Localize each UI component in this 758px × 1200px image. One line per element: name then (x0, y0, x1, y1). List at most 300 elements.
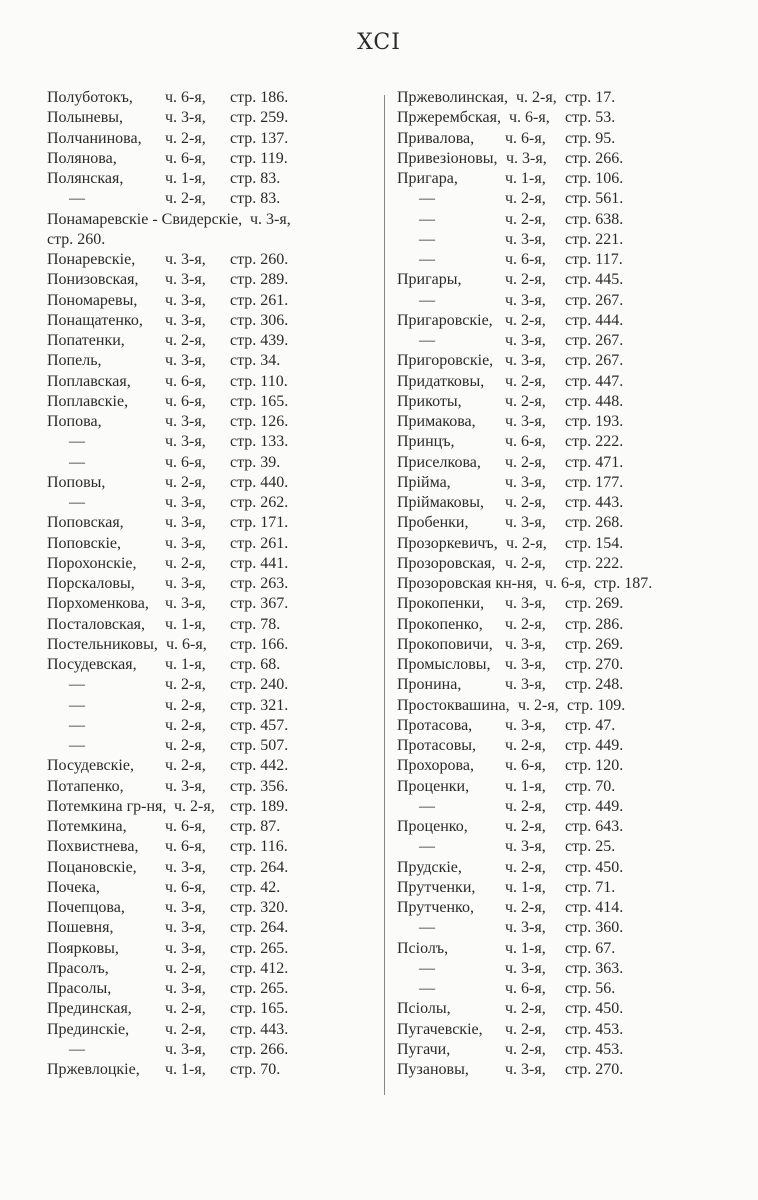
entry-part: ч. 2-я, (505, 1040, 546, 1058)
entry-page: стр. 260. (230, 251, 289, 268)
entry-page: стр. 439. (230, 332, 289, 349)
entry-page: стр. 441. (230, 554, 289, 572)
entry-page: стр. 270. (565, 1061, 624, 1078)
entry-part: ч. 3-я, (165, 514, 206, 532)
entry-page: стр. 412. (230, 959, 289, 977)
entry-name: Поцановскіе, (47, 858, 137, 876)
entry-part: ч. 3-я, (505, 230, 546, 248)
entry-part: ч. 2-я, (165, 716, 206, 734)
entry-name: Прохорова, (397, 757, 474, 775)
entry-part: ч. 2-я, (505, 210, 546, 228)
entry-part: ч. 2-я, (505, 899, 546, 916)
page-number: XCI (357, 30, 401, 55)
entry-name: Полянова, (47, 149, 117, 167)
index-entry (397, 372, 747, 392)
entry-part: ч. 3-я, (165, 291, 206, 309)
index-entry (47, 797, 377, 817)
index-entry (397, 655, 747, 675)
entry-part: ч. 3-я, (505, 473, 546, 491)
entry-page: стр. 53. (565, 109, 616, 127)
entry-page: стр. 321. (230, 696, 289, 714)
entry-name: Понащатенко, (47, 311, 143, 329)
entry-name: Посталовская, (47, 615, 146, 633)
entry-part: ч. 2-я, (505, 271, 546, 289)
entry-page: стр. 440. (230, 473, 289, 491)
entry-name: Прединская, (47, 1000, 132, 1018)
entry-page: стр. 47. (565, 716, 616, 734)
index-entry (47, 149, 377, 169)
index-entry (397, 1060, 747, 1080)
entry-name: Прудскіе, (397, 858, 462, 876)
entry-page: стр. 450. (565, 1000, 624, 1018)
entry-name: Пригаровскіе, (397, 311, 493, 329)
entry-part: ч. 1-я, (505, 878, 546, 896)
entry-page: стр. 561. (565, 190, 624, 208)
entry-name: — (419, 838, 435, 856)
entry-part: ч. 3-я, (505, 352, 546, 370)
entry-part: ч. 2-я, (165, 473, 206, 491)
entry-page: стр. 177. (565, 473, 624, 491)
entry-name: Поповскіе, (47, 534, 121, 552)
entry-name: Потапенко, (47, 777, 124, 795)
left-index-column (47, 88, 377, 1080)
entry-name: Прозоровская кн-ня, (397, 575, 537, 592)
index-entry (397, 169, 747, 189)
index-entry (397, 1040, 747, 1060)
index-entry (397, 898, 747, 918)
index-entry (397, 918, 747, 938)
entry-page: стр. 265. (230, 939, 289, 957)
entry-page: стр. 453. (565, 1020, 624, 1038)
entry-page: стр. 266. (230, 1040, 289, 1058)
entry-name: Привалова, (397, 129, 475, 147)
entry-part: ч. 3-я, (505, 635, 546, 653)
entry-page: стр. 267. (565, 291, 624, 309)
index-entry (47, 1040, 377, 1060)
entry-page: стр. 289. (230, 271, 289, 289)
entry-part: ч. 2-я, (165, 554, 206, 572)
entry-page: стр. 269. (565, 635, 624, 653)
entry-name: Протасова, (397, 716, 473, 734)
entry-part: ч. 3-я, (165, 575, 206, 592)
entry-name: Поповы, (47, 473, 106, 491)
index-entry (47, 88, 377, 108)
entry-page: стр. 453. (565, 1040, 624, 1058)
entry-name: Пржерембская, (397, 109, 501, 127)
index-entry (47, 189, 377, 209)
entry-part: ч. 6-я, (505, 980, 546, 997)
entry-name: Полуботокъ, (47, 89, 133, 106)
entry-name: — (419, 291, 435, 309)
entry-part: ч. 3-я, (165, 1040, 206, 1058)
entry-part: ч. 3-я, (505, 413, 546, 430)
entry-name: Пономаревы, (47, 291, 138, 309)
entry-page: стр. 154. (565, 534, 624, 552)
entry-page: стр. 320. (230, 899, 289, 916)
index-entry (47, 979, 377, 999)
entry-page: стр. 442. (230, 757, 289, 775)
entry-page: стр. 457. (230, 716, 289, 734)
index-entry (397, 149, 747, 169)
entry-part: ч. 2-я, (165, 1020, 206, 1038)
index-entry (397, 817, 747, 837)
entry-name: Привезіоновы, (397, 149, 498, 167)
entry-page: стр. 267. (565, 352, 624, 370)
entry-name: Понамаревскіе - Свидерскіе, (47, 210, 243, 228)
entry-page: стр. 189. (230, 797, 289, 815)
entry-name: — (419, 332, 435, 349)
entry-name: Псіолы, (397, 1000, 451, 1018)
index-entry (47, 594, 377, 614)
entry-name: Пробенки, (397, 514, 469, 532)
entry-page: стр. 286. (565, 615, 624, 633)
entry-page: стр. 25. (565, 838, 616, 856)
entry-name: — (419, 251, 435, 268)
entry-part: ч. 6-я, (505, 757, 546, 775)
index-entry (397, 351, 747, 371)
index-entry (47, 311, 377, 331)
entry-page: стр. 262. (230, 494, 289, 511)
index-entry (397, 635, 747, 655)
entry-part: ч. 6-я, (165, 453, 206, 471)
entry-page: стр. 447. (565, 372, 624, 390)
index-entry (47, 939, 377, 959)
entry-page: стр. 110. (230, 372, 288, 390)
entry-name: Прутченки, (397, 878, 476, 896)
entry-name: Прійма, (397, 473, 451, 491)
index-entry (397, 756, 747, 776)
entry-page: стр. 443. (230, 1020, 289, 1038)
entry-part: ч. 2-я, (505, 494, 546, 511)
entry-part: ч. 2-я, (505, 1020, 546, 1038)
entry-name: Пугачевскіе, (397, 1020, 483, 1038)
entry-name: — (419, 919, 435, 937)
index-entry (47, 513, 377, 533)
entry-part: ч. 3-я, (505, 656, 546, 673)
entry-name: Постельниковы, (47, 635, 158, 653)
entry-name: Прасолъ, (47, 959, 109, 977)
entry-page: стр. 248. (565, 676, 624, 694)
index-entry (397, 878, 747, 898)
entry-name: Проценко, (397, 818, 468, 835)
entry-name: — (69, 716, 85, 734)
index-entry (47, 270, 377, 290)
entry-page: стр. 306. (230, 311, 289, 329)
entry-name: Полянская, (47, 170, 124, 187)
entry-part: ч. 1-я, (505, 939, 546, 957)
entry-page: стр. 95. (565, 129, 616, 147)
entry-page: стр. 166. (230, 635, 289, 653)
entry-page: стр. 414. (565, 899, 624, 916)
entry-part: ч. 3-я, (165, 251, 206, 268)
entry-part: ч. 3-я, (165, 271, 206, 289)
entry-page: стр. 165. (230, 1000, 289, 1018)
entry-name: Почека, (47, 878, 100, 896)
entry-name: Прокопенко, (397, 615, 483, 633)
index-entry (397, 473, 747, 493)
entry-page: стр. 264. (230, 919, 289, 937)
index-entry (47, 635, 377, 655)
entry-part: ч. 3-я, (165, 919, 206, 937)
entry-page: стр. 449. (565, 797, 624, 815)
index-entry (47, 858, 377, 878)
index-entry (397, 716, 747, 736)
entry-part: ч. 1-я, (165, 656, 206, 673)
index-entry (397, 108, 747, 128)
entry-part: ч. 3-я, (505, 716, 546, 734)
entry-part: ч. 6-я, (165, 838, 206, 856)
entry-name: Поплавская, (47, 372, 131, 390)
entry-part: ч. 3-я, (165, 311, 206, 329)
entry-part: ч. 3-я, (165, 413, 206, 430)
index-entry (397, 696, 747, 716)
entry-page: стр. 259. (230, 109, 289, 127)
entry-page: стр. 507. (230, 737, 289, 754)
entry-page: стр. 165. (230, 392, 289, 410)
entry-name: Промысловы, (397, 656, 491, 673)
index-entry (397, 594, 747, 614)
entry-part: ч. 2-я, (165, 959, 206, 977)
index-entry (397, 979, 747, 999)
entry-name: Пошевня, (47, 919, 114, 937)
entry-page: стр. 120. (565, 757, 624, 775)
entry-name: Проценки, (397, 777, 470, 795)
entry-page: стр. 106. (565, 170, 624, 187)
entry-page: стр. 643. (565, 818, 624, 835)
entry-page: стр. 70. (230, 1061, 281, 1078)
entry-part: ч. 3-я, (165, 352, 206, 370)
entry-name: Прокопенки, (397, 595, 485, 613)
entry-part: ч. 2-я, (505, 554, 546, 572)
index-entry (47, 210, 377, 230)
entry-part: ч. 3-я, (165, 595, 206, 613)
index-entry (397, 230, 747, 250)
entry-name: Прутченко, (397, 899, 475, 916)
entry-page: стр. 444. (565, 311, 624, 329)
entry-page: стр. 240. (230, 676, 289, 694)
entry-part: ч. 6-я, (165, 818, 206, 835)
entry-name: — (69, 433, 85, 451)
entry-name: — (419, 980, 435, 997)
entry-name: — (69, 453, 85, 471)
entry-name: стр. 260. (47, 230, 106, 248)
index-entry (397, 858, 747, 878)
entry-name: Порскаловы, (47, 575, 135, 592)
index-entry (397, 999, 747, 1019)
entry-page: стр. 39. (230, 453, 281, 471)
entry-name: — (69, 494, 85, 511)
entry-name: Попель, (47, 352, 102, 370)
entry-part: ч. 3-я, (505, 959, 546, 977)
index-entry (47, 716, 377, 736)
entry-part: ч. 2-я, (505, 392, 546, 410)
entry-part: ч. 3-я, (505, 595, 546, 613)
index-entry (47, 1060, 377, 1080)
index-entry (47, 372, 377, 392)
index-entry (47, 129, 377, 149)
entry-part: ч. 6-я, (165, 89, 206, 106)
entry-page: стр. 133. (230, 433, 289, 451)
entry-name: Полчанинова, (47, 129, 142, 147)
entry-part: ч. 2-я, (506, 534, 547, 552)
entry-page: стр. 222. (565, 554, 624, 572)
entry-name: Протасовы, (397, 737, 477, 754)
entry-name: — (419, 210, 435, 228)
index-entry (47, 736, 377, 756)
entry-page: стр. 443. (565, 494, 624, 511)
entry-page: стр. 448. (565, 392, 624, 410)
entry-name: — (419, 230, 435, 248)
index-entry (397, 837, 747, 857)
entry-name: Примакова, (397, 413, 476, 430)
entry-page: стр. 42. (230, 878, 281, 896)
index-entry (397, 777, 747, 797)
entry-page: стр. 137. (230, 129, 289, 147)
index-entry (47, 493, 377, 513)
entry-part: ч. 1-я, (505, 170, 546, 187)
entry-part: ч. 2-я, (165, 332, 206, 349)
entry-name: Пржевлоцкіе, (47, 1061, 140, 1078)
entry-page: стр. 450. (565, 858, 624, 876)
entry-page: стр. 363. (565, 959, 624, 977)
entry-part: ч. 2-я, (505, 453, 546, 471)
entry-part: ч. 2-я, (505, 858, 546, 876)
entry-name: Прикоты, (397, 392, 462, 410)
entry-name: — (69, 737, 85, 754)
index-entry (47, 999, 377, 1019)
entry-part: ч. 2-я, (165, 696, 206, 714)
index-entry (47, 1020, 377, 1040)
entry-part: ч. 1-я, (505, 777, 546, 795)
entry-page: стр. 87. (230, 818, 281, 835)
index-entry (397, 959, 747, 979)
index-entry (47, 250, 377, 270)
entry-page: стр. 193. (565, 413, 624, 430)
entry-name: Простоквашина, (397, 696, 510, 714)
entry-name: — (419, 959, 435, 977)
entry-part: ч. 2-я, (505, 818, 546, 835)
entry-part: ч. 3-я, (505, 838, 546, 856)
entry-name: Пугачи, (397, 1040, 451, 1058)
entry-page: стр. 367. (230, 595, 289, 613)
entry-name: Полыневы, (47, 109, 124, 127)
index-entry (397, 574, 747, 594)
entry-part: ч. 3-я, (165, 494, 206, 511)
entry-name: — (69, 676, 85, 694)
entry-name: Порохонскіе, (47, 554, 137, 572)
index-entry (47, 392, 377, 412)
entry-name: Поповская, (47, 514, 124, 532)
entry-name: Прединскіе, (47, 1020, 130, 1038)
entry-page: стр. 34. (230, 352, 281, 370)
index-entry (47, 331, 377, 351)
index-entry (397, 554, 747, 574)
entry-part: ч. 6-я, (166, 635, 207, 653)
entry-part: ч. 2-я, (165, 676, 206, 694)
entry-part: ч. 3-я, (165, 777, 206, 795)
entry-name: Приселкова, (397, 453, 481, 471)
index-entry (397, 412, 747, 432)
entry-name: Прокоповичи, (397, 635, 493, 653)
entry-part: ч. 6-я, (509, 109, 550, 127)
index-entry (47, 554, 377, 574)
entry-page: стр. 356. (230, 777, 289, 795)
entry-page: стр. 264. (230, 858, 289, 876)
entry-part: ч. 3-я, (165, 980, 206, 997)
entry-part: ч. 6-я, (505, 129, 546, 147)
index-entry (397, 331, 747, 351)
index-entry (47, 473, 377, 493)
entry-name: Поплавскіе, (47, 392, 129, 410)
entry-page: стр. 78. (230, 615, 281, 633)
entry-page: стр. 261. (230, 534, 289, 552)
entry-page: стр. 71. (565, 878, 616, 896)
entry-page: стр. 270. (565, 656, 624, 673)
entry-page: стр. 268. (565, 514, 624, 532)
entry-name: Понизовская, (47, 271, 139, 289)
index-entry (397, 88, 747, 108)
index-entry (397, 432, 747, 452)
entry-name: Пригара, (397, 170, 458, 187)
index-entry (397, 453, 747, 473)
index-entry (397, 736, 747, 756)
index-entry (397, 311, 747, 331)
entry-name: Посудевскіе, (47, 757, 134, 775)
index-entry (397, 210, 747, 230)
entry-page: стр. 269. (565, 595, 624, 613)
index-entry (47, 230, 377, 250)
index-entry (397, 939, 747, 959)
index-entry (47, 169, 377, 189)
entry-name: Потемкина, (47, 818, 127, 835)
entry-name: — (69, 1040, 85, 1058)
entry-name: Придатковы, (397, 372, 485, 390)
entry-page: стр. 187. (594, 575, 653, 592)
entry-name: Пригоровскіе, (397, 352, 494, 370)
entry-part: ч. 3-я, (250, 210, 291, 228)
entry-part: ч. 2-я, (165, 1000, 206, 1018)
entry-page: стр. 471. (565, 453, 624, 471)
entry-name: Похвистнева, (47, 838, 139, 856)
index-entry (397, 615, 747, 635)
index-entry (47, 898, 377, 918)
index-entry (47, 959, 377, 979)
index-entry (47, 453, 377, 473)
entry-part: ч. 3-я, (165, 899, 206, 916)
entry-name: Попатенки, (47, 332, 125, 349)
entry-part: ч. 2-я, (505, 737, 546, 754)
index-entry (397, 797, 747, 817)
index-entry (47, 534, 377, 554)
index-entry (397, 1020, 747, 1040)
entry-part: ч. 3-я, (165, 534, 206, 552)
entry-part: ч. 2-я, (505, 311, 546, 329)
entry-part: ч. 3-я, (505, 291, 546, 309)
entry-page: стр. 222. (565, 433, 624, 451)
index-entry (47, 351, 377, 371)
entry-part: ч. 2-я, (165, 757, 206, 775)
entry-part: ч. 3-я, (505, 919, 546, 937)
entry-page: стр. 68. (230, 656, 281, 673)
entry-page: стр. 221. (565, 230, 624, 248)
index-entry (47, 817, 377, 837)
index-entry (47, 918, 377, 938)
entry-name: — (69, 696, 85, 714)
entry-name: Поярковы, (47, 939, 119, 957)
index-entry (47, 777, 377, 797)
entry-part: ч. 6-я, (165, 878, 206, 896)
entry-part: ч. 6-я, (505, 251, 546, 268)
